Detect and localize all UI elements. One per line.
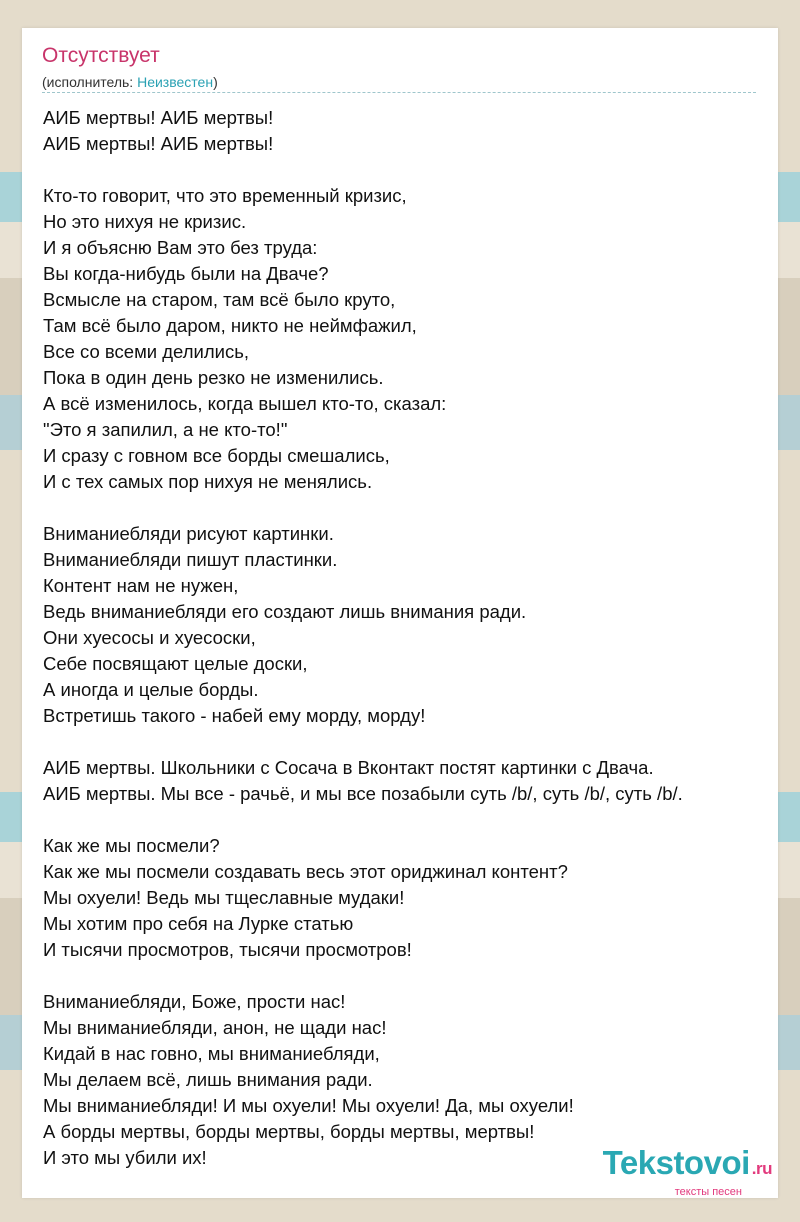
lyric-line: Как же мы посмели? (43, 835, 220, 856)
lyric-line: Мы делаем всё, лишь внимания ради. (43, 1069, 373, 1090)
logo-wordmark (603, 1146, 772, 1186)
lyric-line: Мы хотим про себя на Лурке статью (43, 913, 354, 934)
lyric-line: Всмысле на старом, там всё было круто, (43, 289, 396, 310)
artist-link[interactable]: Неизвестен (137, 74, 214, 90)
lyric-line (43, 729, 683, 755)
logo-tld: .ru (751, 1159, 772, 1178)
lyric-line: Они хуесосы и хуесоски, (43, 627, 256, 648)
lyric-line: Пока в один день резко не изменились. (43, 367, 384, 388)
lyric-line: Ведь вниманиебляди его создают лишь внимания ради. (43, 601, 527, 622)
lyric-line: А иногда и целые борды. (43, 679, 259, 700)
artist-prefix: (исполнитель: (42, 74, 138, 90)
lyric-line (43, 157, 683, 183)
logo-tagline: тексты песен (674, 1186, 742, 1198)
lyric-line: И это мы убили их! (43, 1147, 207, 1168)
lyrics-text (43, 105, 683, 1171)
artist-suffix: ) (213, 74, 218, 90)
lyric-line (43, 807, 683, 833)
header-divider (42, 92, 756, 93)
lyric-line: Мы охуели! Ведь мы тщеславные мудаки! (43, 887, 405, 908)
lyric-line: А всё изменилось, когда вышел кто-то, сказал: (43, 393, 447, 414)
lyric-line: АИБ мертвы! АИБ мертвы! (43, 133, 274, 154)
lyric-line: Кидай в нас говно, мы вниманиебляди, (43, 1043, 380, 1064)
lyric-line: Вниманиебляди, Боже, прости нас! (43, 991, 346, 1012)
lyric-line: Контент нам не нужен, (43, 575, 239, 596)
lyric-line: Кто-то говорит, что это временный кризис, (43, 185, 407, 206)
lyrics-card (22, 28, 778, 1198)
lyric-line: Вы когда-нибудь были на Дваче? (43, 263, 329, 284)
lyric-line: Все со всеми делились, (43, 341, 250, 362)
lyric-line: Мы вниманиебляди! И мы охуели! Мы охуели! Да, мы охуели! (43, 1095, 574, 1116)
lyric-line: АИБ мертвы. Мы все - рачьё, и мы все позабыли суть /b/, суть /b/, суть /b/. (43, 783, 683, 804)
lyric-line (43, 963, 683, 989)
lyric-line: Себе посвящают целые доски, (43, 653, 308, 674)
lyric-line: Вниманиебляди рисуют картинки. (43, 523, 334, 544)
lyric-line: И я объясню Вам это без труда: (43, 237, 318, 258)
song-meta (42, 73, 218, 91)
song-title: Отсутствует (42, 44, 160, 67)
site-logo[interactable] (603, 1146, 772, 1198)
lyric-line: Встретишь такого - набей ему морду, морду! (43, 705, 426, 726)
lyric-line: Вниманиебляди пишут пластинки. (43, 549, 338, 570)
lyric-line: Как же мы посмели создавать весь этот ориджинал контент? (43, 861, 568, 882)
lyric-line: АИБ мертвы! АИБ мертвы! (43, 107, 274, 128)
lyric-line: АИБ мертвы. Школьники с Сосача в Вконтакт постят картинки с Двача. (43, 757, 654, 778)
lyric-line: Там всё было даром, никто не неймфажил, (43, 315, 417, 336)
lyric-line: И сразу с говном все борды смешались, (43, 445, 390, 466)
lyric-line: И тысячи просмотров, тысячи просмотров! (43, 939, 412, 960)
lyric-line: И с тех самых пор нихуя не менялись. (43, 471, 373, 492)
lyric-line: Мы вниманиебляди, анон, не щади нас! (43, 1017, 387, 1038)
lyric-line: А борды мертвы, борды мертвы, борды мертвы, мертвы! (43, 1121, 535, 1142)
lyric-line (43, 495, 683, 521)
lyric-line: "Это я запилил, а не кто-то!" (43, 419, 288, 440)
lyric-line: Но это нихуя не кризис. (43, 211, 247, 232)
logo-name: Tekstovoi (602, 1144, 750, 1181)
